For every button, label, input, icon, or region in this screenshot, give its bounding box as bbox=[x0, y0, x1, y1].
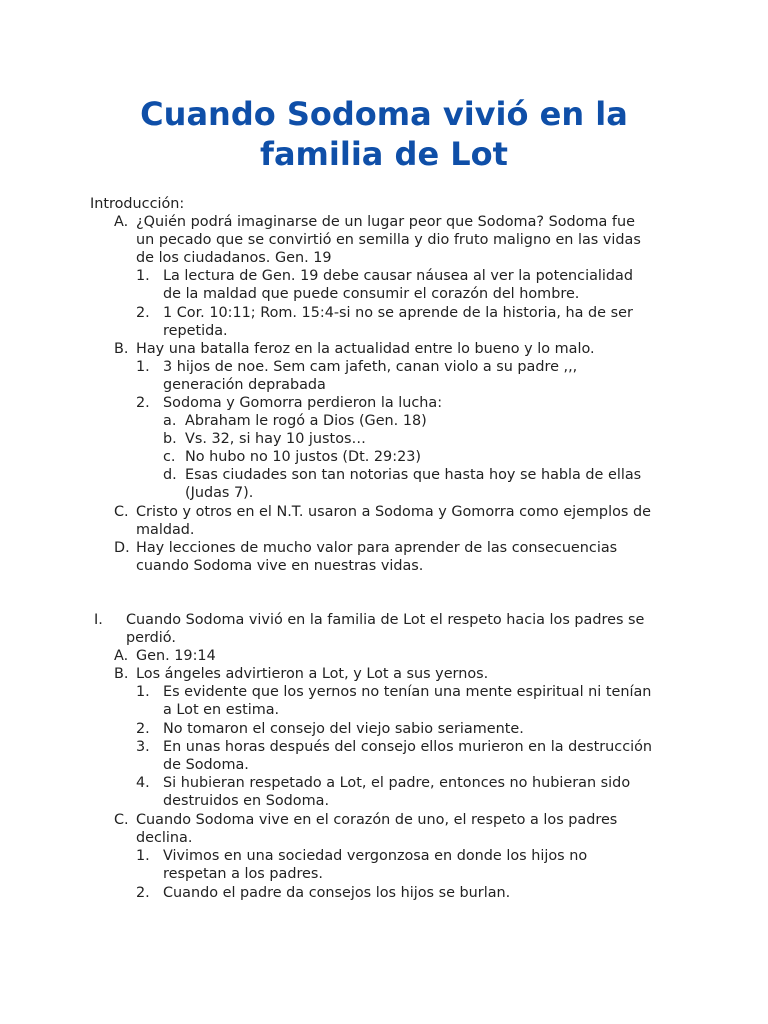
text-line: Los ángeles advirtieron a Lot, y Lot a sus yernos. bbox=[136, 666, 489, 682]
text-line: Gen. 19:14 bbox=[136, 648, 216, 664]
list-marker: b. bbox=[163, 431, 177, 447]
list-marker: 2. bbox=[136, 721, 150, 737]
text-line: de la maldad que puede consumir el corazón del hombre. bbox=[163, 286, 580, 302]
list-marker: A. bbox=[114, 648, 129, 664]
text-line: perdió. bbox=[126, 630, 176, 646]
title-line-1: Cuando Sodoma vivió en la bbox=[140, 95, 628, 133]
text-line: 1 Cor. 10:11; Rom. 15:4-si no se aprende de la historia, ha de ser bbox=[163, 305, 633, 321]
intro-heading: Introducción: bbox=[90, 196, 185, 212]
text-line: No hubo no 10 justos (Dt. 29:23) bbox=[185, 449, 421, 465]
list-marker: I. bbox=[94, 612, 103, 628]
text-line: ¿Quién podrá imaginarse de un lugar peor que Sodoma? Sodoma fue bbox=[136, 214, 635, 230]
text-line: Hay lecciones de mucho valor para aprender de las consecuencias bbox=[136, 540, 618, 556]
list-marker: 1. bbox=[136, 684, 150, 700]
list-marker: 2. bbox=[136, 395, 150, 411]
text-line: de Sodoma. bbox=[163, 757, 249, 773]
text-line: En unas horas después del consejo ellos murieron en la destrucción bbox=[163, 739, 653, 755]
text-line: Esas ciudades son tan notorias que hasta hoy se habla de ellas bbox=[185, 467, 642, 483]
text-line: Hay una batalla feroz en la actualidad entre lo bueno y lo malo. bbox=[136, 341, 595, 357]
text-line: Es evidente que los yernos no tenían una mente espiritual ni tenían bbox=[163, 684, 652, 700]
text-line: Cristo y otros en el N.T. usaron a Sodoma y Gomorra como ejemplos de bbox=[136, 504, 651, 520]
list-marker: 2. bbox=[136, 885, 150, 901]
text-line: respetan a los padres. bbox=[163, 866, 323, 882]
text-line: 3 hijos de noe. Sem cam jafeth, canan violo a su padre ,,, bbox=[163, 359, 578, 375]
text-line: La lectura de Gen. 19 debe causar náusea al ver la potencialidad bbox=[163, 268, 633, 284]
text-line: Cuando Sodoma vive en el corazón de uno, el respeto a los padres bbox=[136, 812, 618, 828]
text-line: Vs. 32, si hay 10 justos… bbox=[185, 431, 366, 447]
list-marker: a. bbox=[163, 413, 177, 429]
text-line: No tomaron el consejo del viejo sabio seriamente. bbox=[163, 721, 524, 737]
text-line: Cuando el padre da consejos los hijos se burlan. bbox=[163, 885, 511, 901]
text-line: destruidos en Sodoma. bbox=[163, 793, 330, 809]
text-line: generación deprabada bbox=[163, 377, 326, 393]
text-line: Cuando Sodoma vivió en la familia de Lot el respeto hacia los padres se bbox=[126, 612, 645, 628]
text-line: Abraham le rogó a Dios (Gen. 18) bbox=[185, 413, 427, 429]
text-line: maldad. bbox=[136, 522, 195, 538]
title-line-2: familia de Lot bbox=[260, 135, 508, 173]
document-title bbox=[90, 94, 678, 174]
list-marker: 1. bbox=[136, 268, 150, 284]
list-marker: D. bbox=[114, 540, 130, 556]
list-marker: 3. bbox=[136, 739, 150, 755]
list-marker: 4. bbox=[136, 775, 150, 791]
text-line: cuando Sodoma vive en nuestras vidas. bbox=[136, 558, 424, 574]
text-line: declina. bbox=[136, 830, 193, 846]
list-marker: 1. bbox=[136, 848, 150, 864]
list-marker: B. bbox=[114, 666, 129, 682]
list-marker: 1. bbox=[136, 359, 150, 375]
list-marker: c. bbox=[163, 449, 176, 465]
list-marker: C. bbox=[114, 504, 129, 520]
text-line: a Lot en estima. bbox=[163, 702, 280, 718]
list-marker: 2. bbox=[136, 305, 150, 321]
text-line: Vivimos en una sociedad vergonzosa en donde los hijos no bbox=[163, 848, 588, 864]
list-marker: d. bbox=[163, 467, 177, 483]
text-line: (Judas 7). bbox=[185, 485, 254, 501]
list-marker: A. bbox=[114, 214, 129, 230]
list-marker: B. bbox=[114, 341, 129, 357]
text-line: Si hubieran respetado a Lot, el padre, entonces no hubieran sido bbox=[163, 775, 631, 791]
text-line: un pecado que se convirtió en semilla y dio fruto maligno en las vidas bbox=[136, 232, 641, 248]
text-line: Sodoma y Gomorra perdieron la lucha: bbox=[163, 395, 443, 411]
list-marker: C. bbox=[114, 812, 129, 828]
text-line: repetida. bbox=[163, 323, 228, 339]
text-line: de los ciudadanos. Gen. 19 bbox=[136, 250, 332, 266]
